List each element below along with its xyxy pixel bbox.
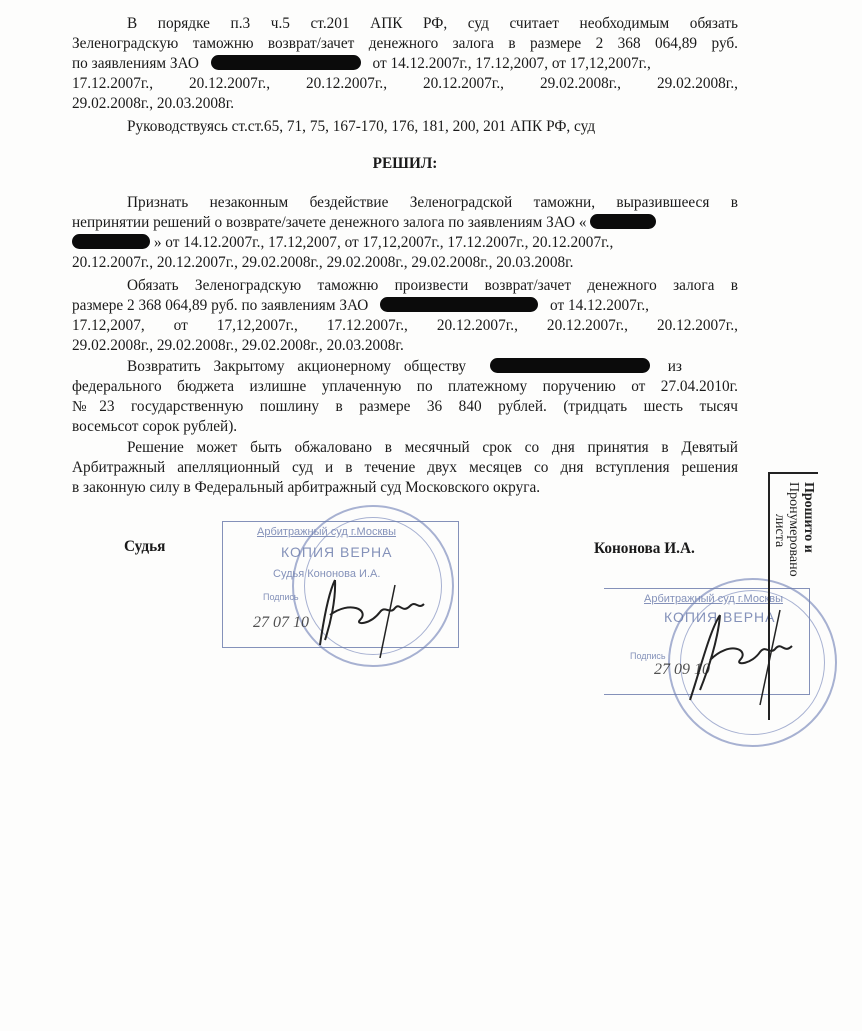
redaction-block bbox=[211, 55, 361, 70]
paragraph-2-line-2 bbox=[72, 213, 738, 232]
judge-name: Кононова И.А. bbox=[594, 540, 695, 557]
paragraph-4-line-3: №23 государственную пошлину в размере 36 840 рублей. (тридцать шесть тысяч bbox=[72, 398, 738, 415]
paragraph-5-line-3: в законную силу в Федеральный арбитражный суд Московского округа. bbox=[72, 479, 541, 496]
paragraph-1-line-4: 17.12.2007г., 20.12.2007г., 20.12.2007г., 20.12.2007г., 29.02.2008г., 29.02.2008г., bbox=[72, 75, 738, 92]
bound-numbered-stamp bbox=[768, 472, 818, 720]
paragraph-1-line-3-start: по заявлениям ЗАО bbox=[72, 55, 199, 72]
redaction-block bbox=[72, 234, 150, 249]
side-stamp-line-3: листа bbox=[772, 514, 787, 548]
paragraph-1-line-5: 29.02.2008г., 20.03.2008г. bbox=[72, 95, 235, 112]
paragraph-5-line-2: Арбитражный апелляционный суд и в течение двух месяцев со дня вступления решения bbox=[72, 459, 738, 476]
paragraph-3-line-2 bbox=[72, 296, 738, 315]
stamp-left-court: Арбитражный суд г.Москвы bbox=[257, 526, 397, 538]
judge-label: Судья bbox=[124, 538, 166, 555]
redaction-block bbox=[590, 214, 656, 229]
paragraph-5-line-1: Решение может быть обжаловано в месячный срок со дня принятия в Девятый bbox=[127, 439, 738, 456]
paragraph-2-line-3-end: » от 14.12.2007г., 17.12,2007, от 17,12,2007г., 17.12.2007г., 20.12.2007г., bbox=[153, 234, 614, 251]
paragraph-1-line-3-end: от 14.12.2007г., 17.12,2007, от 17,12,2007г., bbox=[372, 55, 651, 72]
decision-heading: РЕШИЛ: bbox=[372, 155, 438, 172]
paragraph-2-line-4: 20.12.2007г., 20.12.2007г., 29.02.2008г., 29.02.2008г., 29.02.2008г., 20.03.2008г. bbox=[72, 254, 574, 271]
stamp-left-judge: Судья Кононова И.А. bbox=[273, 568, 381, 580]
paragraph-4-line-4: восемьсот сорок рублей). bbox=[72, 418, 238, 435]
paragraph-3-line-3: 17.12,2007, от 17,12,2007г., 17.12.2007г., 20.12.2007г., 20.12.2007г., 20.12.2007г., bbox=[72, 317, 738, 334]
stamp-left-signature-label: Подпись bbox=[263, 592, 299, 602]
paragraph-3-line-1: Обязать Зеленоградскую таможню произвести возврат/зачет денежного залога в bbox=[127, 277, 738, 294]
paragraph-4-line-2: федерального бюджета излишне уплаченную по платежному поручению от 27.04.2010г. bbox=[72, 378, 738, 395]
redaction-block bbox=[490, 358, 650, 373]
side-stamp-line-2: Пронумеровано bbox=[786, 482, 801, 577]
paragraph-3-line-2-end: от 14.12.2007г., bbox=[550, 297, 649, 314]
stamp-left-copy-certified: КОПИЯ ВЕРНА bbox=[281, 544, 393, 560]
paragraph-3-line-2-start: размере 2 368 064,89 руб. по заявлениям ЗАО bbox=[72, 297, 369, 314]
paragraph-2-line-3 bbox=[72, 233, 738, 252]
signature-left bbox=[300, 570, 450, 660]
stamp-right-court: Арбитражный суд г.Москвы bbox=[644, 593, 784, 605]
side-stamp-line-1: Прошито и bbox=[801, 482, 816, 553]
paragraph-1-line-3 bbox=[72, 54, 738, 73]
stamp-right-signature-label: Подпись bbox=[630, 651, 666, 661]
paragraph-2-line-1: Признать незаконным бездействие Зеленоградской таможни, выразившееся в bbox=[127, 194, 738, 211]
stamp-left-date: 27 07 10 bbox=[253, 614, 309, 631]
paragraph-1-line-2: Зеленоградскую таможню возврат/зачет денежного залога в размере 2 368 064,89 руб. bbox=[72, 35, 738, 52]
paragraph-1-line-1: В порядке п.3 ч.5 ст.201 АПК РФ, суд считает необходимым обязать bbox=[127, 15, 738, 32]
redaction-block bbox=[380, 297, 538, 312]
stamp-right-date: 27 09 10 bbox=[654, 661, 710, 678]
paragraph-4-line-1-start: Возвратить Закрытому акционерному обществу bbox=[127, 358, 467, 375]
paragraph-3-line-4: 29.02.2008г., 29.02.2008г., 29.02.2008г., 20.03.2008г. bbox=[72, 337, 404, 354]
paragraph-2-line-2-start: непринятии решений о возврате/зачете денежного залога по заявлениям ЗАО « bbox=[72, 214, 587, 231]
paragraph-4-line-1-end: из bbox=[667, 358, 682, 375]
paragraph-4-line-1 bbox=[127, 357, 738, 376]
stamp-right-copy-certified: КОПИЯ ВЕРНА bbox=[664, 609, 776, 625]
guided-by-line: Руководствуясь ст.ст.65, 71, 75, 167-170, 176, 181, 200, 201 АПК РФ, суд bbox=[127, 118, 596, 135]
